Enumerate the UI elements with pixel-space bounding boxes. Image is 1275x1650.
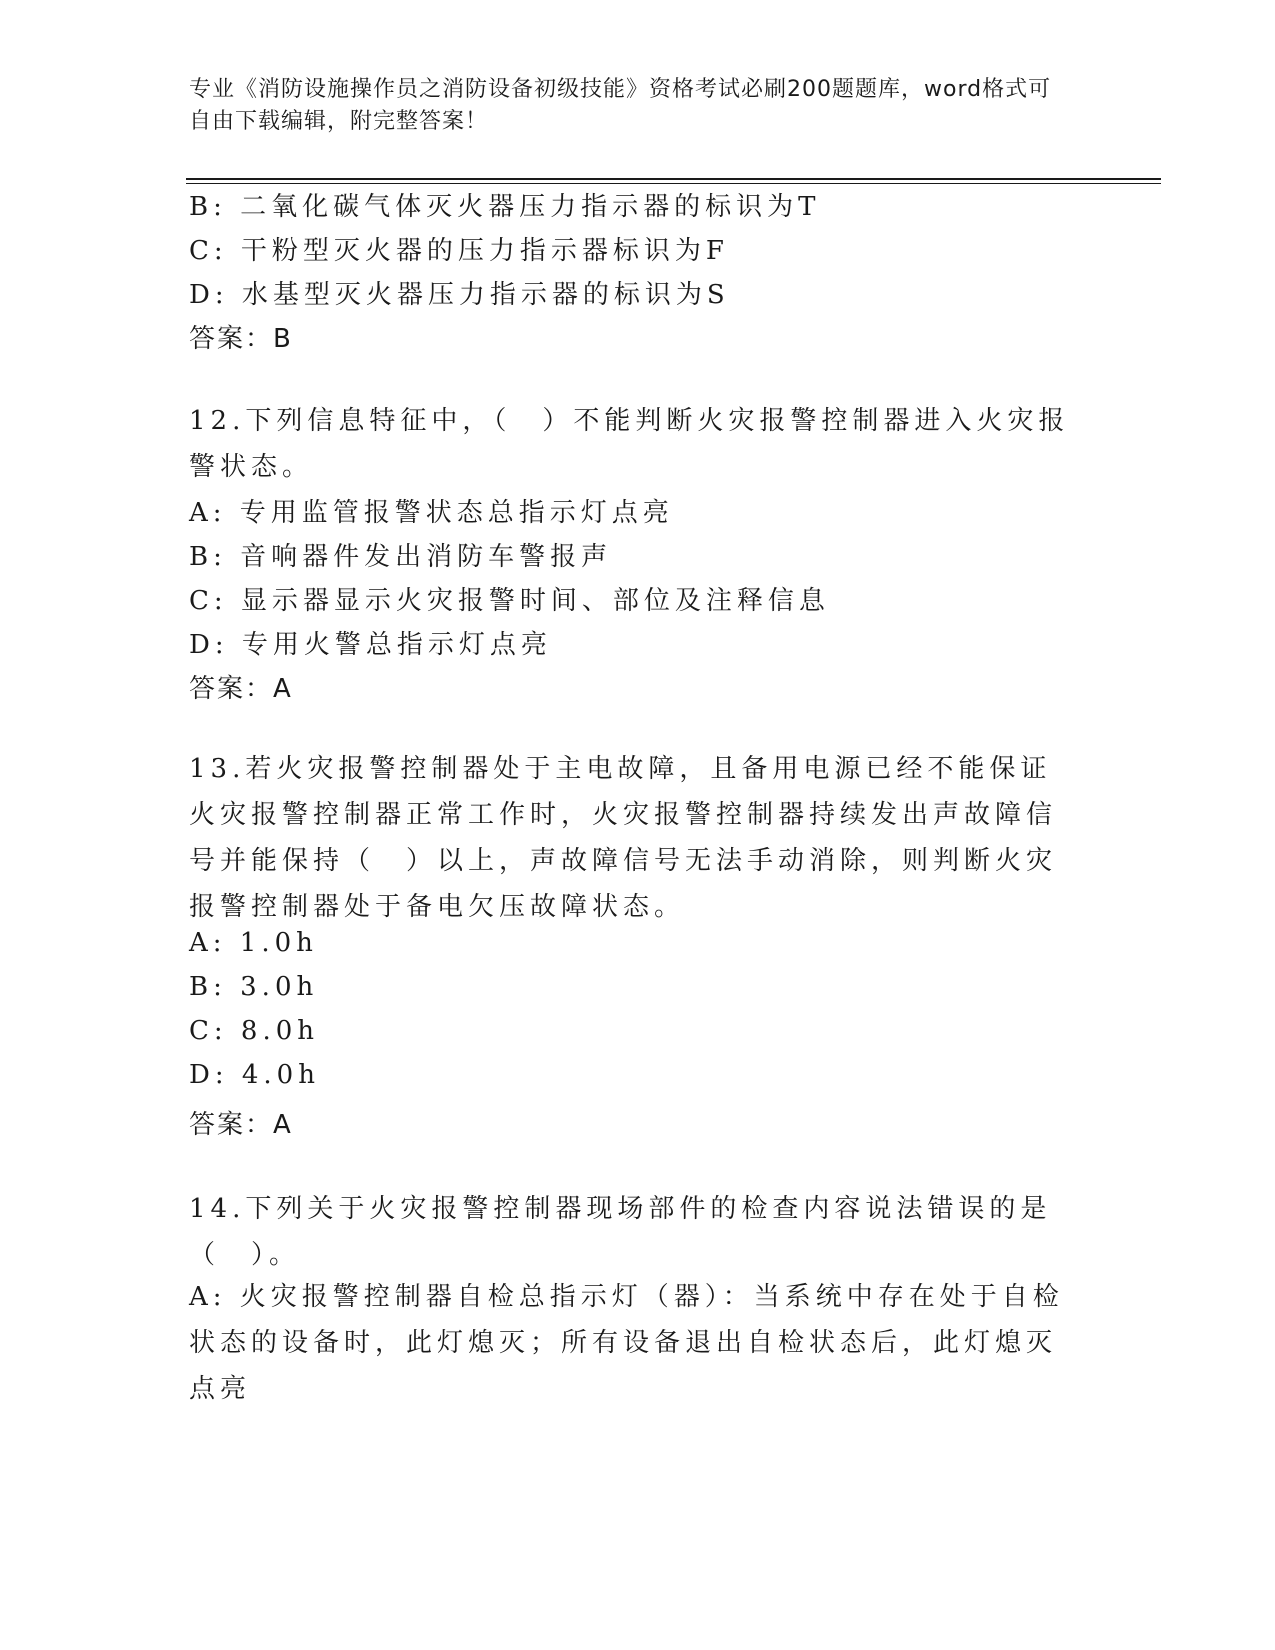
header-rule [186, 178, 1161, 180]
document-header: 专业《消防设施操作员之消防设备初级技能》资格考试必刷200题题库，word格式可自由下载编辑，附完整答案！ [189, 77, 1052, 134]
q12-option-b: B: 音响器件发出消防车警报声 [189, 542, 613, 572]
q12-stem: 12.下列信息特征中，（ ）不能判断火灾报警控制器进入火灾报警状态。 [189, 406, 1070, 482]
q12-option-c: C: 显示器显示火灾报警时间、部位及注释信息 [189, 586, 830, 616]
q12-option-d: D: 专用火警总指示灯点亮 [189, 630, 552, 660]
q11-option-c: C: 干粉型灭火器的压力指示器标识为F [189, 236, 729, 266]
q11-option-d: D: 水基型灭火器压力指示器的标识为S [189, 280, 730, 310]
q12-option-a: A: 专用监管报警状态总指示灯点亮 [189, 498, 674, 528]
q14-option-a: A: 火灾报警控制器自检总指示灯（器）：当系统中存在处于自检状态的设备时，此灯熄灭；所有设备退出自检状态后，此灯熄灭点亮 [189, 1282, 1064, 1404]
q14-stem: 14.下列关于火灾报警控制器现场部件的检查内容说法错误的是（ ）。 [189, 1194, 1052, 1270]
header-rule-thin [186, 183, 1161, 184]
q13-option-d: D: 4.0h [189, 1060, 320, 1090]
q13-answer: 答案：A [189, 1110, 293, 1140]
q11-option-b: B: 二氧化碳气体灭火器压力指示器的标识为T [189, 192, 821, 222]
q13-option-b: B: 3.0h [189, 972, 319, 1002]
q13-option-a: A: 1.0h [189, 928, 318, 958]
q11-answer: 答案：B [189, 324, 293, 354]
q13-option-c: C: 8.0h [189, 1016, 320, 1046]
q13-stem: 13.若火灾报警控制器处于主电故障，且备用电源已经不能保证火灾报警控制器正常工作时，火灾报警控制器持续发出声故障信号并能保持（ ）以上，声故障信号无法手动消除，则判断火灾报警控制器处于备电欠压故障状态。 [189, 754, 1058, 922]
q12-answer: 答案：A [189, 674, 293, 704]
